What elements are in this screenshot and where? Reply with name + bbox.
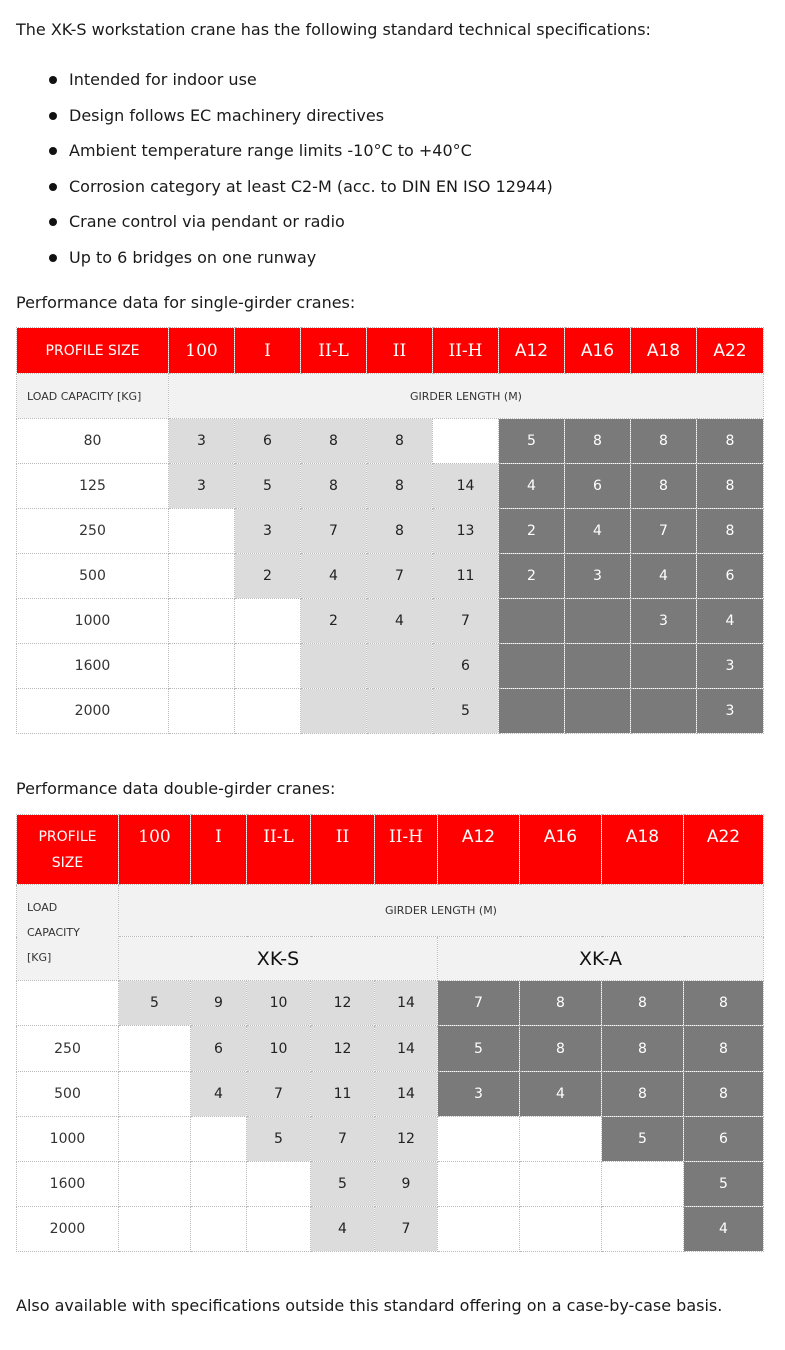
girder-length-cell: 7 <box>631 509 697 554</box>
girder-length-cell: 4 <box>520 1071 602 1116</box>
girder-length-cell: 3 <box>235 509 301 554</box>
girder-length-cell: 5 <box>433 689 499 734</box>
girder-length-cell: 8 <box>367 464 433 509</box>
girder-length-cell <box>433 419 499 464</box>
girder-length-cell <box>247 1161 311 1206</box>
load-capacity-cell: 500 <box>17 554 169 599</box>
girder-length-label: GIRDER LENGTH (M) <box>169 374 764 419</box>
girder-length-cell: 8 <box>301 419 367 464</box>
girder-length-cell: 8 <box>631 464 697 509</box>
profile-label-line: PROFILE <box>38 828 97 845</box>
single-subheader-row <box>17 374 764 419</box>
girder-length-cell <box>602 1206 684 1251</box>
girder-length-cell <box>119 1116 191 1161</box>
capacity-line: [KG] <box>27 951 52 965</box>
girder-length-cell <box>169 509 235 554</box>
girder-length-cell: 14 <box>375 1026 438 1071</box>
capacity-line: CAPACITY <box>27 926 80 940</box>
girder-length-cell: 6 <box>697 554 764 599</box>
spec-list <box>16 62 553 275</box>
spec-item: Up to 6 bridges on one runway <box>16 240 553 276</box>
girder-length-cell: 4 <box>697 599 764 644</box>
table-row <box>17 1116 764 1161</box>
girder-length-cell: 3 <box>697 644 764 689</box>
single-header-row <box>17 328 764 374</box>
girder-length-cell <box>301 689 367 734</box>
load-capacity-cell <box>17 981 119 1026</box>
single-girder-table <box>16 327 764 734</box>
girder-length-cell: 9 <box>191 981 247 1026</box>
column-header: 100 <box>119 815 191 885</box>
girder-length-cell: 8 <box>301 464 367 509</box>
column-header: II-L <box>247 815 311 885</box>
double-table-body <box>17 981 764 1252</box>
girder-length-cell: 4 <box>367 599 433 644</box>
single-girder-heading: Performance data for single-girder cranes: <box>16 293 356 312</box>
girder-length-cell: 14 <box>375 981 438 1026</box>
girder-length-cell: 4 <box>684 1206 764 1251</box>
girder-length-cell: 4 <box>311 1206 375 1251</box>
girder-length-cell <box>301 644 367 689</box>
table-row <box>17 1071 764 1116</box>
girder-length-cell: 8 <box>367 509 433 554</box>
girder-length-cell: 7 <box>247 1071 311 1116</box>
load-capacity-cell: 250 <box>17 509 169 554</box>
girder-length-cell: 8 <box>602 1026 684 1071</box>
load-capacity-cell: 250 <box>17 1026 119 1071</box>
girder-length-cell <box>247 1206 311 1251</box>
spec-item: Corrosion category at least C2-M (acc. to DIN EN ISO 12944) <box>16 169 553 205</box>
column-header: A12 <box>438 815 520 885</box>
girder-length-cell <box>631 689 697 734</box>
load-capacity-cell: 1600 <box>17 644 169 689</box>
girder-length-cell <box>235 689 301 734</box>
girder-length-cell <box>438 1116 520 1161</box>
profile-size-header: PROFILE SIZE <box>17 328 169 374</box>
family-label-xk-a: XK-A <box>438 937 764 981</box>
girder-length-cell <box>367 689 433 734</box>
girder-length-cell: 6 <box>565 464 631 509</box>
girder-length-cell: 8 <box>602 1071 684 1116</box>
spec-item: Design follows EC machinery directives <box>16 98 553 134</box>
girder-length-cell: 7 <box>438 981 520 1026</box>
double-girder-table <box>16 814 764 1252</box>
girder-length-cell: 3 <box>631 599 697 644</box>
column-header: II <box>367 328 433 374</box>
girder-length-cell <box>191 1206 247 1251</box>
girder-length-cell: 5 <box>499 419 565 464</box>
capacity-line: LOAD <box>27 901 58 915</box>
girder-length-cell: 4 <box>191 1071 247 1116</box>
girder-length-cell: 5 <box>684 1161 764 1206</box>
girder-length-cell: 6 <box>191 1026 247 1071</box>
load-capacity-cell: 500 <box>17 1071 119 1116</box>
girder-length-cell: 6 <box>433 644 499 689</box>
column-header: II-L <box>301 328 367 374</box>
girder-length-cell <box>565 599 631 644</box>
girder-length-cell: 8 <box>684 1071 764 1116</box>
girder-length-cell: 10 <box>247 1026 311 1071</box>
column-header: II <box>311 815 375 885</box>
double-subheader-row <box>17 885 764 937</box>
table-row <box>17 689 764 734</box>
girder-length-cell: 8 <box>565 419 631 464</box>
girder-length-cell: 12 <box>311 1026 375 1071</box>
column-header: A12 <box>499 328 565 374</box>
girder-length-cell <box>565 689 631 734</box>
girder-length-cell <box>520 1116 602 1161</box>
load-capacity-cell: 2000 <box>17 1206 119 1251</box>
girder-length-cell: 5 <box>438 1026 520 1071</box>
girder-length-cell <box>119 1026 191 1071</box>
intro-text: The XK-S workstation crane has the following standard technical specifications: <box>16 20 651 39</box>
girder-length-cell <box>520 1161 602 1206</box>
girder-length-cell <box>191 1161 247 1206</box>
spec-item: Crane control via pendant or radio <box>16 204 553 240</box>
table-row <box>17 644 764 689</box>
girder-length-cell: 8 <box>684 981 764 1026</box>
girder-length-cell: 9 <box>375 1161 438 1206</box>
girder-length-cell: 2 <box>301 599 367 644</box>
girder-length-cell <box>169 644 235 689</box>
load-capacity-cell: 1000 <box>17 599 169 644</box>
girder-length-cell <box>119 1206 191 1251</box>
girder-length-cell <box>169 554 235 599</box>
girder-length-cell: 12 <box>311 981 375 1026</box>
girder-length-cell <box>565 644 631 689</box>
double-girder-heading: Performance data double-girder cranes: <box>16 779 336 798</box>
girder-length-cell: 2 <box>499 509 565 554</box>
girder-length-cell: 7 <box>311 1116 375 1161</box>
girder-length-cell: 7 <box>375 1206 438 1251</box>
profile-size-header <box>17 815 119 885</box>
girder-length-cell: 8 <box>520 1026 602 1071</box>
girder-length-cell: 3 <box>169 419 235 464</box>
girder-length-cell: 3 <box>565 554 631 599</box>
girder-length-cell: 7 <box>433 599 499 644</box>
girder-length-cell <box>235 644 301 689</box>
closing-note: Also available with specifications outside this standard offering on a case-by-case basis. <box>16 1296 723 1315</box>
column-header: I <box>191 815 247 885</box>
girder-length-cell: 8 <box>520 981 602 1026</box>
load-capacity-cell: 1000 <box>17 1116 119 1161</box>
girder-length-cell: 4 <box>565 509 631 554</box>
girder-length-cell <box>499 599 565 644</box>
spec-item: Intended for indoor use <box>16 62 553 98</box>
girder-length-cell: 3 <box>169 464 235 509</box>
column-header: A22 <box>697 328 764 374</box>
load-capacity-label <box>17 885 119 981</box>
girder-length-cell: 10 <box>247 981 311 1026</box>
girder-length-cell: 5 <box>235 464 301 509</box>
girder-length-cell: 2 <box>499 554 565 599</box>
girder-length-cell <box>438 1206 520 1251</box>
table-row <box>17 1206 764 1251</box>
girder-length-cell: 13 <box>433 509 499 554</box>
girder-length-cell: 5 <box>119 981 191 1026</box>
table-row <box>17 1026 764 1071</box>
girder-length-cell <box>169 599 235 644</box>
girder-length-cell: 6 <box>235 419 301 464</box>
girder-length-cell <box>191 1116 247 1161</box>
table-row <box>17 419 764 464</box>
girder-length-cell <box>602 1161 684 1206</box>
girder-length-cell: 11 <box>433 554 499 599</box>
load-capacity-cell: 1600 <box>17 1161 119 1206</box>
double-header-row <box>17 815 764 885</box>
girder-length-cell: 14 <box>433 464 499 509</box>
girder-length-cell <box>499 689 565 734</box>
girder-length-cell <box>520 1206 602 1251</box>
girder-length-cell: 8 <box>602 981 684 1026</box>
girder-length-cell: 7 <box>367 554 433 599</box>
girder-length-cell: 8 <box>631 419 697 464</box>
table-row <box>17 464 764 509</box>
column-header: A16 <box>520 815 602 885</box>
girder-length-cell: 8 <box>697 419 764 464</box>
column-header: A16 <box>565 328 631 374</box>
girder-length-cell: 2 <box>235 554 301 599</box>
girder-length-cell: 3 <box>697 689 764 734</box>
girder-length-cell <box>438 1161 520 1206</box>
girder-length-cell: 5 <box>247 1116 311 1161</box>
column-header: II-H <box>375 815 438 885</box>
girder-length-cell: 4 <box>631 554 697 599</box>
column-header: I <box>235 328 301 374</box>
girder-length-cell <box>235 599 301 644</box>
table-row <box>17 981 764 1026</box>
girder-length-label: GIRDER LENGTH (M) <box>119 885 764 937</box>
girder-length-cell: 14 <box>375 1071 438 1116</box>
column-header: II-H <box>433 328 499 374</box>
column-header: A18 <box>602 815 684 885</box>
column-header: 100 <box>169 328 235 374</box>
girder-length-cell <box>119 1071 191 1116</box>
table-row <box>17 1161 764 1206</box>
single-table-body <box>17 419 764 734</box>
girder-length-cell <box>367 644 433 689</box>
girder-length-cell <box>631 644 697 689</box>
girder-length-cell: 4 <box>301 554 367 599</box>
size-label-line: SIZE <box>51 854 84 871</box>
girder-length-cell <box>169 689 235 734</box>
girder-length-cell: 8 <box>697 464 764 509</box>
girder-length-cell: 8 <box>697 509 764 554</box>
load-capacity-cell: 125 <box>17 464 169 509</box>
spec-item: Ambient temperature range limits -10°C to +40°C <box>16 133 553 169</box>
table-row <box>17 599 764 644</box>
girder-length-cell: 7 <box>301 509 367 554</box>
girder-length-cell: 3 <box>438 1071 520 1116</box>
load-capacity-label: LOAD CAPACITY [KG] <box>17 374 169 419</box>
girder-length-cell: 5 <box>602 1116 684 1161</box>
family-label-xk-s: XK-S <box>119 937 438 981</box>
girder-length-cell: 12 <box>375 1116 438 1161</box>
girder-length-cell: 4 <box>499 464 565 509</box>
girder-length-cell: 6 <box>684 1116 764 1161</box>
girder-length-cell <box>119 1161 191 1206</box>
column-header: A18 <box>631 328 697 374</box>
family-row <box>17 937 764 981</box>
table-row <box>17 554 764 599</box>
girder-length-cell: 5 <box>311 1161 375 1206</box>
column-header: A22 <box>684 815 764 885</box>
girder-length-cell: 11 <box>311 1071 375 1116</box>
load-capacity-cell: 2000 <box>17 689 169 734</box>
load-capacity-cell: 80 <box>17 419 169 464</box>
girder-length-cell: 8 <box>684 1026 764 1071</box>
girder-length-cell <box>499 644 565 689</box>
girder-length-cell: 8 <box>367 419 433 464</box>
table-row <box>17 509 764 554</box>
